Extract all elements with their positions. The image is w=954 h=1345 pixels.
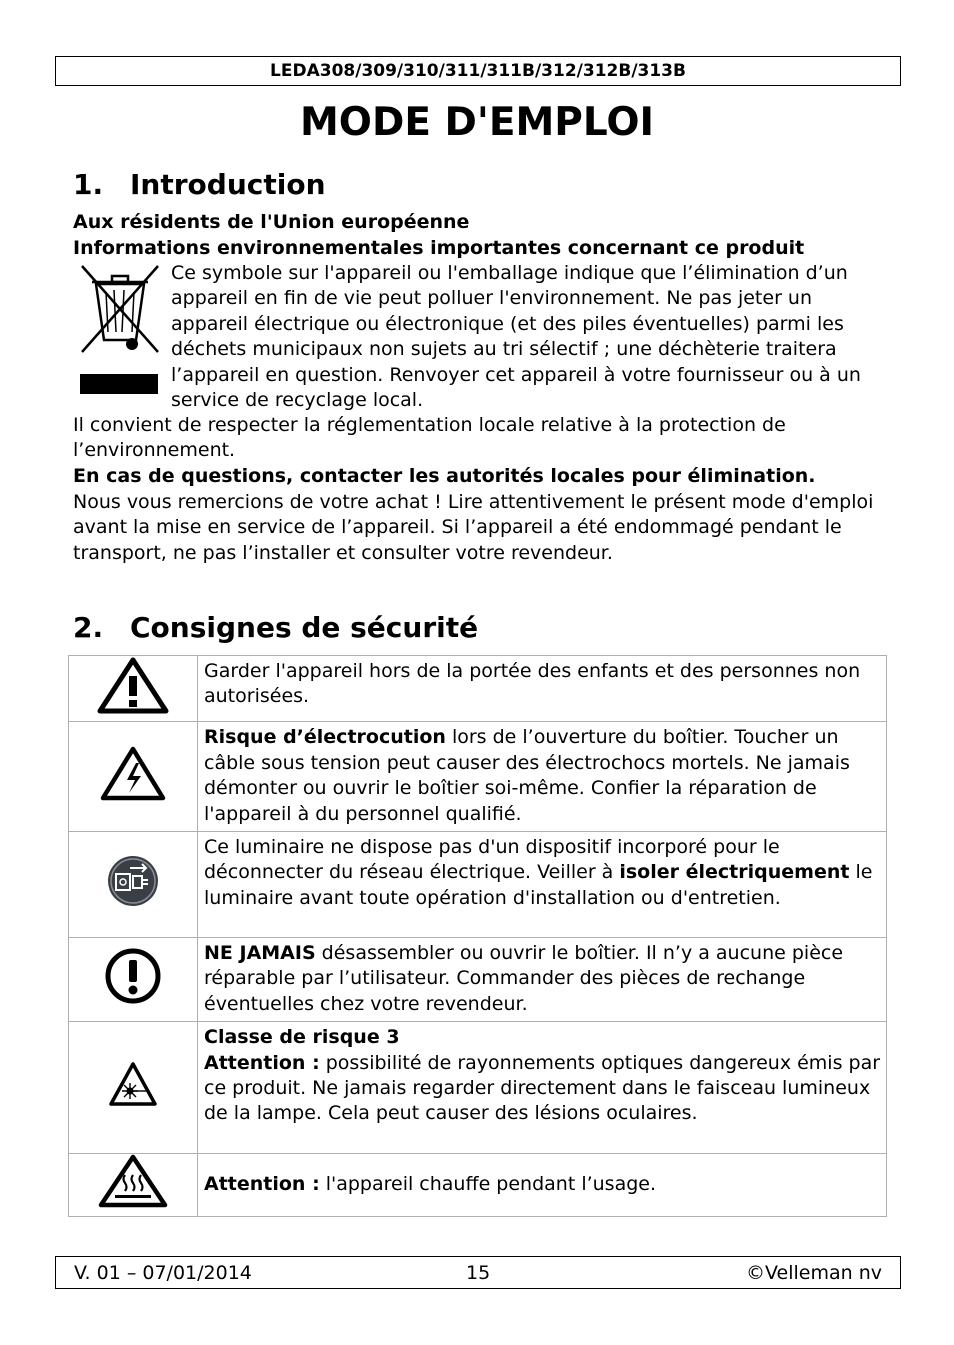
- questions-paragraph: En cas de questions, contacter les autorités locales pour élimination.: [73, 465, 816, 487]
- safety-icon-cell: [69, 722, 198, 832]
- section-2-number: 2.: [73, 611, 104, 644]
- safety-row: [69, 1154, 887, 1216]
- safety-text: l'appareil chauffe pendant l’usage.: [319, 1172, 657, 1195]
- safety-risk-class: Classe de risque 3: [204, 1026, 400, 1049]
- section-1-title: Introduction: [130, 168, 326, 201]
- safety-row: [69, 1022, 887, 1154]
- thanks-paragraph: Nous vous remercions de votre achat ! Lire attentivement le présent mode d'emploi avant la mise en service de l’appareil. Si l’appareil a été endommagé pendant le transport, ne pas l’installer et consulter votre revendeur.: [73, 491, 874, 564]
- warning-triangle-icon: [97, 656, 169, 714]
- safety-text-cell: [198, 938, 887, 1022]
- env-info-heading: Informations environnementales importantes concernant ce produit: [73, 237, 805, 259]
- safety-text-cell: [198, 1154, 887, 1216]
- safety-text: Garder l'appareil hors de la portée des enfants et des personnes non autorisées.: [204, 660, 861, 708]
- model-header: [55, 56, 901, 86]
- exclamation-circle-icon: [104, 947, 162, 1005]
- section-2-title: Consignes de sécurité: [130, 611, 479, 644]
- safety-icon-cell: [69, 832, 198, 938]
- safety-text: lors de l’ouverture du boîtier. Toucher un câble sous tension peut causer des électrochocs mortels. Ne jamais démonter ou ouvrir le boîtier soi-même. Confier la réparation de l'appareil à du personnel qualifié.: [204, 726, 850, 825]
- section-2-heading: [73, 611, 478, 644]
- safety-text: désassembler ou ouvrir le boîtier. Il n’y a aucune pièce réparable par l’utilisateur. Commander des pièces de rechange éventuelles chez votre revendeur.: [204, 942, 844, 1015]
- safety-row: [69, 938, 887, 1022]
- section-1-heading: [73, 168, 326, 201]
- page-footer: [55, 1256, 901, 1289]
- footer-page-number: 15: [466, 1262, 491, 1284]
- safety-bold-text: NE JAMAIS: [204, 942, 316, 965]
- safety-bold-text: Attention :: [204, 1172, 320, 1195]
- safety-text-cell: [198, 832, 887, 938]
- hot-surface-icon: [98, 1154, 168, 1208]
- safety-text: le luminaire avant toute opération d'installation ou d'entretien.: [204, 861, 873, 909]
- electric-shock-icon: [100, 745, 166, 801]
- safety-text: possibilité de rayonnements optiques dangereux émis par ce produit. Ne jamais regarder directement dans le faisceau lumineux de la lampe. Cela peut causer des lésions oculaires.: [204, 1051, 881, 1125]
- footer-version: V. 01 – 07/01/2014: [74, 1262, 252, 1284]
- disconnect-plug-icon: [106, 854, 160, 908]
- weee-crossed-bin-icon: [74, 262, 164, 397]
- safety-table: [68, 655, 887, 1217]
- weee-paragraph: Ce symbole sur l'appareil ou l'emballage indique que l’élimination d’un appareil en fin de vie peut polluer l'environnement. Ne pas jeter un appareil électrique ou électronique (et des piles éventuelles) parmi les déchets municipaux non sujets au tri sélectif ; une déchèterie traitera l’appareil en question. Renvoyer cet appareil à votre fournisseur ou à un service de recyclage local.: [171, 262, 861, 412]
- safety-icon-cell: [69, 1154, 198, 1216]
- safety-bold-text: Risque d’électrocution: [204, 726, 446, 749]
- safety-text: Ce luminaire ne dispose pas d'un dispositif incorporé pour le déconnecter du réseau électrique. Veiller à: [204, 836, 780, 884]
- document-title: MODE D'EMPLOI: [299, 100, 655, 145]
- model-number: LEDA308/309/310/311/311B/312/312B/313B: [270, 61, 686, 81]
- section-1-number: 1.: [73, 168, 104, 201]
- safety-icon-cell: [69, 1022, 198, 1154]
- laser-radiation-icon: [108, 1061, 158, 1107]
- safety-icon-cell: [69, 656, 198, 722]
- safety-bold-text: isoler électriquement: [619, 861, 850, 884]
- safety-icon-cell: [69, 938, 198, 1022]
- footer-copyright: ©Velleman nv: [746, 1262, 882, 1284]
- safety-text-cell: [198, 656, 887, 722]
- safety-text-cell: [198, 1022, 887, 1154]
- residents-heading: Aux résidents de l'Union européenne: [73, 211, 470, 233]
- safety-row: [69, 656, 887, 722]
- safety-row: [69, 832, 887, 938]
- regulation-paragraph: Il convient de respecter la réglementation locale relative à la protection de l’environnement.: [73, 414, 786, 462]
- safety-row: [69, 722, 887, 832]
- safety-bold-text: Attention :: [204, 1051, 320, 1074]
- safety-text-cell: [198, 722, 887, 832]
